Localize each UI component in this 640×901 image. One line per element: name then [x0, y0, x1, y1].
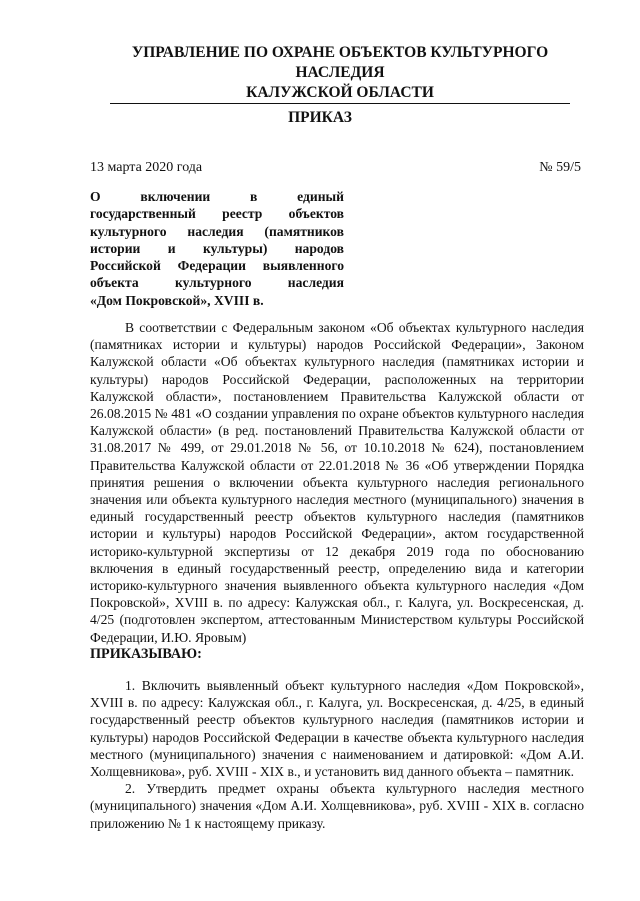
order-directive: ПРИКАЗЫВАЮ:: [90, 645, 202, 662]
header-line-2: КАЛУЖСКОЙ ОБЛАСТИ: [110, 83, 570, 104]
order-date: 13 марта 2020 года: [90, 160, 203, 175]
subject-line: «Дом Покровской», XVIII в.: [90, 292, 264, 308]
preamble-paragraph: В соответствии с Федеральным законом «Об объектах культурного наследия (памятниках истории и культуры) народов Российской Федерации», Законом Калужской области «Об объектах культурного наследия (памятниках истории и культуры) народов Российской Федерации, расположенных на территории Калужской области», постановлением Правительства Калужской области от 26.08.2015 № 481 «О создании управления по охране объектов культурного наследия Калужской области» (в ред. постановлений Правительства Калужской области от 31.08.2017 № 499, от 29.01.2018 № 56, от 10.10.2018 № 624), постановлением Правительства Калужской области от 22.01.2018 № 36 «Об утверждении Порядка принятия решения о включении объекта культурного наследия регионального значения или объекта культурного наследия местного (муниципального) значения в единый государственный реестр объектов культурного наследия (памятников истории и культуры) народов Российской Федерации», актом государственной историко-культурной экспертизы от 12 декабря 2019 года по обоснованию включения в единый государственный реестр, определению вида и категории историко-культурного значения выявленного объекта культурного наследия «Дом Покровской», XVIII в. по адресу: Калужская обл., г. Калуга, ул. Воскресенская, д. 4/25 (подготовлен экспертом, аттестованным Министерством культуры Российской Федерации, И.Ю. Яровым): [90, 320, 584, 645]
subject-line: объекта культурного наследия: [90, 275, 344, 291]
header-line-1: УПРАВЛЕНИЕ ПО ОХРАНЕ ОБЪЕКТОВ КУЛЬТУРНОГО НАСЛЕДИЯ: [131, 44, 549, 81]
subject-line: культурного наследия (памятников: [90, 223, 344, 239]
order-item: 1. Включить выявленный объект культурного наследия «Дом Покровской», XVIII в. по адресу: Калужская обл., г. Калуга, ул. Воскресенская, д. 4/25, в единый государственный реестр объектов культурного наследия (памятников истории и культуры) народов Российской Федерации в качестве объекта культурного наследия местного (муниципального) значения с наименованием и датировкой: «Дом А.И. Холщевникова», руб. XVIII - XIX в., и установить вид данного объекта – памятник.: [90, 678, 584, 780]
organization-header: [90, 43, 590, 104]
subject-line: истории и культуры) народов: [90, 240, 344, 256]
subject-line: Российской Федерации выявленного: [90, 258, 344, 274]
document-body: [90, 319, 584, 832]
subject-line: государственный реестр объектов: [90, 206, 344, 222]
document-title: ПРИКАЗ: [288, 109, 352, 126]
order-subject: [90, 188, 344, 309]
order-number: № 59/5: [539, 160, 581, 175]
subject-line: О включении в единый: [90, 189, 344, 204]
order-item: 2. Утвердить предмет охраны объекта культурного наследия местного (муниципального) значения «Дом А.И. Холщевникова», руб. XVIII - XIX в. согласно приложению № 1 к настоящему приказу.: [90, 781, 584, 831]
